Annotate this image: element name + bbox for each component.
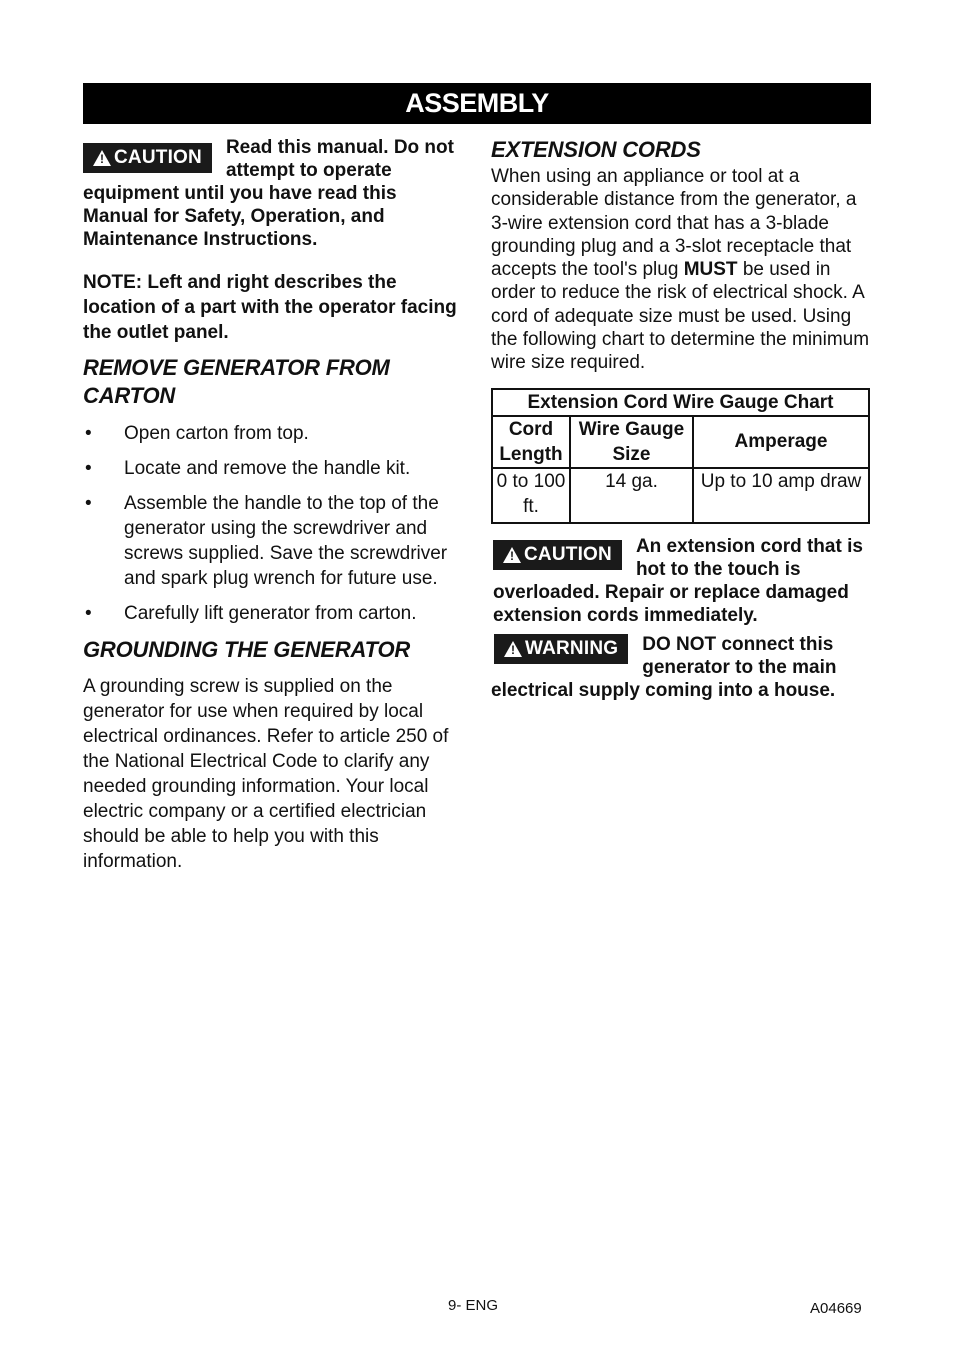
list-item: • Carefully lift generator from carton. — [85, 603, 417, 624]
remove-steps-list — [83, 421, 463, 626]
note-text: NOTE: Left and right describes the location of a part with the operator facing the outlet panel. — [83, 272, 457, 343]
warning-triangle-icon: ! — [93, 150, 111, 166]
caution-badge — [83, 143, 212, 173]
caution-badge-label: CAUTION — [114, 147, 202, 168]
column-header: Amperage — [693, 416, 869, 468]
warning-block — [491, 633, 871, 702]
table-cell: 14 ga. — [570, 468, 693, 523]
table-row — [492, 468, 869, 523]
grounding-text: A grounding screw is supplied on the generator for use when required by local electrical ordinances. Refer to article 250 of the National Electrical Code to clarify any needed grounding information. Your local electric company or a certified electrician should be able to help you with this information. — [83, 676, 449, 872]
left-column — [83, 136, 463, 874]
caution-text: Read this manual. Do not attempt to operate equipment until you have read this Manual for Safety, Operation, and Maintenance Instructions. — [83, 137, 454, 250]
bullet-icon: • — [85, 423, 92, 444]
extension-caution-block — [491, 535, 871, 627]
right-column — [491, 136, 871, 702]
table-header-row — [492, 416, 869, 468]
warning-badge — [494, 634, 628, 664]
list-item: • Open carton from top. — [85, 423, 309, 444]
bullet-icon: • — [85, 493, 92, 514]
extension-cords-text: When using an appliance or tool at a considerable distance from the generator, a 3-wire extension cord that has a 3-blade grounding plug and a 3-slot receptacle that accepts the tool's plug MUST be used in order to reduce the risk of electrical shock. A cord of adequate size must be used. Using the following chart to determine the minimum wire size required. — [491, 166, 870, 374]
grounding-heading: GROUNDING THE GENERATOR — [83, 637, 411, 662]
section-title: ASSEMBLY — [83, 83, 871, 124]
list-item: • Assemble the handle to the top of the generator using the screwdriver and screws supplied. Save the screwdriver and spark plug wrench for future use. — [85, 493, 448, 589]
table-cell: Up to 10 amp draw — [693, 468, 869, 523]
wire-gauge-table — [491, 388, 870, 524]
warning-badge-label: WARNING — [525, 637, 619, 659]
table-cell: 0 to 100 ft. — [492, 468, 570, 523]
bullet-icon: • — [85, 603, 92, 624]
column-header: Cord Length — [492, 416, 570, 468]
caution-text: An extension cord that is hot to the touch is overloaded. Repair or replace damaged extension cords immediately. — [493, 535, 863, 626]
caution-badge — [493, 540, 622, 570]
warning-triangle-icon: ! — [504, 641, 522, 657]
extension-cords-heading: EXTENSION CORDS — [491, 137, 701, 162]
column-header: Wire Gauge Size — [570, 416, 693, 468]
table-title: Extension Cord Wire Gauge Chart — [492, 389, 869, 416]
warning-triangle-icon: ! — [503, 547, 521, 563]
list-item: • Locate and remove the handle kit. — [85, 458, 411, 479]
document-code: A04669 — [810, 1300, 862, 1317]
caution-badge-label: CAUTION — [524, 543, 612, 565]
warning-text: DO NOT connect this generator to the main electrical supply coming into a house. — [491, 633, 837, 701]
bullet-icon: • — [85, 458, 92, 479]
remove-generator-heading: REMOVE GENERATOR FROM CARTON — [83, 355, 390, 408]
page-number: 9- ENG — [448, 1297, 499, 1314]
caution-block — [83, 136, 463, 251]
